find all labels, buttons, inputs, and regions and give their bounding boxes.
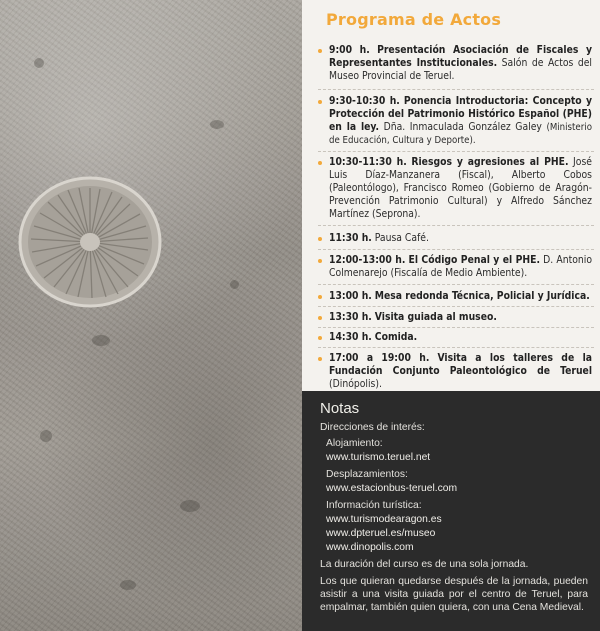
notes-title: Notas — [320, 400, 360, 417]
item-title: Ponencia Introductoria: Concepto y Protección del Patrimonio Histórico Español (PHE) en la ley. — [329, 95, 593, 133]
divider — [318, 249, 594, 250]
item-detail: Dña. Inmaculada González Galey — [383, 121, 542, 133]
item-detail: Salón de Actos del Museo Provincial de Teruel. — [329, 57, 592, 82]
bullet-icon — [318, 295, 322, 299]
stone-speck — [92, 335, 110, 346]
lodging-link[interactable]: www.turismo.teruel.net — [326, 452, 431, 463]
lodging-label: Alojamiento: — [326, 438, 383, 449]
tourism-link[interactable]: www.dinopolis.com — [326, 542, 414, 553]
duration-note: La duración del curso es de una sola jornada. — [320, 559, 529, 570]
item-detail: D. Antonio Colmenarejo (Fiscalía de Medio Ambiente). — [329, 254, 592, 279]
item-detail-note: (Ministerio de Educación, Cultura y Deporte). — [329, 122, 592, 146]
divider — [318, 327, 594, 328]
divider — [318, 306, 594, 307]
item-time: 17:00 a 19:00 h. — [329, 352, 430, 364]
tourism-link[interactable]: www.turismodearagon.es — [326, 514, 442, 525]
bullet-icon — [318, 259, 322, 263]
stone-speck — [210, 120, 224, 129]
item-detail: Pausa Café. — [374, 232, 429, 244]
bullet-icon — [318, 336, 322, 340]
item-title: El Código Penal y el PHE. — [408, 254, 541, 266]
program-item — [318, 290, 592, 303]
divider — [318, 225, 594, 226]
bullet-icon — [318, 357, 322, 361]
divider — [318, 151, 594, 152]
stone-speck — [34, 58, 44, 68]
item-time: 13:00 h. — [329, 290, 372, 302]
stone-speck — [120, 580, 136, 590]
item-time: 10:30-11:30 h. — [329, 156, 407, 168]
divider — [318, 347, 594, 348]
stone-speck — [230, 280, 239, 289]
program-item — [318, 44, 592, 83]
bullet-icon — [318, 237, 322, 241]
program-item — [318, 331, 592, 344]
program-item — [318, 311, 592, 324]
program-item — [318, 254, 592, 280]
item-time: 13:30 h. — [329, 311, 372, 323]
notes-intro: Direcciones de interés: — [320, 422, 425, 433]
tourism-label: Información turística: — [326, 500, 422, 511]
item-time: 12:00-13:00 h. — [329, 254, 406, 266]
program-item — [318, 95, 592, 147]
item-time: 11:30 h. — [329, 232, 372, 244]
bullet-icon — [318, 316, 322, 320]
extra-note: Los que quieran quedarse después de la jornada, pueden asistir a una visita guiada por el centro de Teruel, para empalmar, también quien quiera, con una Cena Medieval. — [320, 576, 588, 613]
program-item — [318, 232, 592, 245]
item-detail: José Luis Díaz-Manzanera (Fiscal), Alberto Cobos (Paleontólogo), Francisco Romeo (Gobierno de Aragón- Prevención Patrimonio Cultural) y Alfredo Sánchez Martínez (Seprona). — [329, 156, 592, 220]
item-time: 14:30 h. — [329, 331, 372, 343]
item-title: Presentación Asociación de Fiscales y Representantes Institucionales. — [329, 44, 592, 69]
fossil-illustration — [14, 170, 162, 310]
program-item — [318, 352, 592, 391]
item-detail: (Dinópolis). — [329, 378, 382, 390]
item-title: Visita guiada al museo. — [374, 311, 497, 323]
divider — [318, 89, 594, 90]
bullet-icon — [318, 100, 322, 104]
item-time: 9:00 h. — [329, 44, 370, 56]
bullet-icon — [318, 161, 322, 165]
program-item — [318, 156, 592, 221]
item-title: Comida. — [374, 331, 418, 343]
transport-label: Desplazamientos: — [326, 469, 408, 480]
item-title: Riesgos y agresiones al PHE. — [411, 156, 569, 168]
transport-link[interactable]: www.estacionbus-teruel.com — [326, 483, 458, 494]
bullet-icon — [318, 49, 322, 53]
stone-speck — [40, 430, 52, 442]
notes-panel — [302, 391, 600, 631]
program-title: Programa de Actos — [326, 10, 502, 29]
stone-speck — [180, 500, 200, 512]
item-title: Mesa redonda Técnica, Policial y Jurídica. — [374, 290, 590, 302]
item-time: 9:30-10:30 h. — [329, 95, 400, 107]
program-section — [306, 0, 596, 390]
item-title: Visita a los talleres de la Fundación Conjunto Paleontológico de Teruel — [329, 352, 592, 377]
divider — [318, 284, 594, 285]
tourism-link[interactable]: www.dpteruel.es/museo — [326, 528, 436, 539]
